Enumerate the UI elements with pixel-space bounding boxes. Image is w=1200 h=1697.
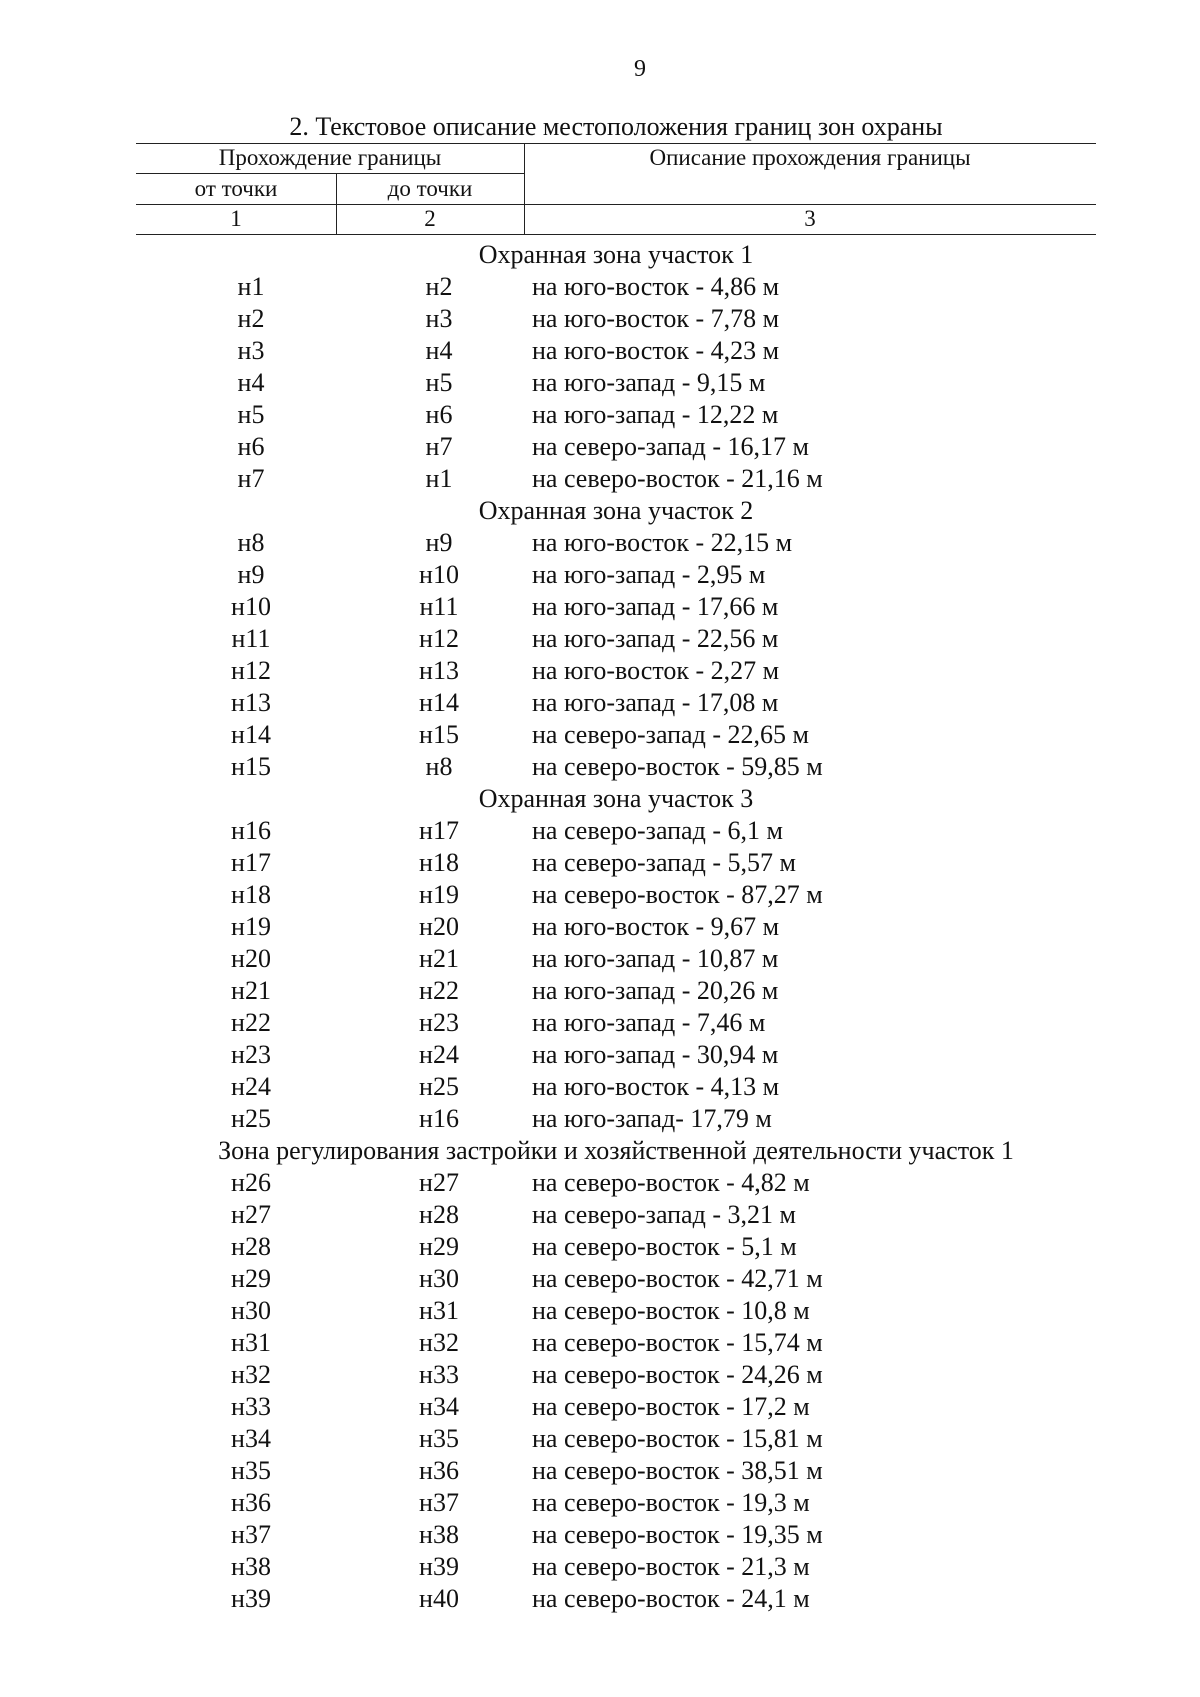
to-point: н36 [419,1456,459,1485]
from-point: н12 [231,656,271,685]
table-row [136,1423,1096,1455]
from-point: н4 [237,368,265,397]
boundary-description: на северо-восток - 38,51 м [532,1456,823,1485]
from-point: н21 [231,976,271,1005]
from-point: н25 [231,1104,271,1133]
numbers-rule [136,234,1096,235]
to-point: н7 [425,432,453,461]
boundary-description: на юго-запад - 17,66 м [532,592,779,621]
to-point: н8 [425,752,453,781]
table-row [136,1295,1096,1327]
table-body [136,239,1096,1615]
from-point: н9 [237,560,265,589]
to-point: н39 [419,1552,459,1581]
boundary-description: на северо-восток - 15,81 м [532,1424,823,1453]
from-point: н3 [237,336,265,365]
boundary-description: на юго-восток - 7,78 м [532,304,780,333]
boundary-description: на северо-восток - 19,3 м [532,1488,810,1517]
table-row [136,271,1096,303]
table-row [136,1551,1096,1583]
from-point: н26 [231,1168,271,1197]
table-row [136,847,1096,879]
to-point: н1 [425,464,453,493]
from-point: н23 [231,1040,271,1069]
to-point: н14 [419,688,459,717]
boundary-description: на юго-запад - 10,87 м [532,944,779,973]
table-row [136,1455,1096,1487]
boundary-description: на юго-запад - 20,26 м [532,976,779,1005]
to-point: н18 [419,848,459,877]
to-point: н30 [419,1264,459,1293]
from-point: н31 [231,1328,271,1357]
table-row [136,687,1096,719]
table-row [136,1231,1096,1263]
to-point: н34 [419,1392,459,1421]
from-point: н22 [231,1008,271,1037]
table-row [136,431,1096,463]
to-point: н20 [419,912,459,941]
table-row [136,815,1096,847]
to-point: н9 [425,528,453,557]
from-point: н29 [231,1264,271,1293]
table-row [136,463,1096,495]
boundary-description: на северо-восток - 4,82 м [532,1168,810,1197]
header-desc-label: Описание прохождения границы [649,145,971,170]
table-row [136,1391,1096,1423]
to-point: н15 [419,720,459,749]
to-point: н31 [419,1296,459,1325]
to-point: н16 [419,1104,459,1133]
to-point: н21 [419,944,459,973]
boundary-description: на юго-запад - 30,94 м [532,1040,779,1069]
header-to-label: до точки [387,176,473,201]
boundary-description: на юго-запад - 9,15 м [532,368,766,397]
boundary-description: на северо-восток - 5,1 м [532,1232,797,1261]
table-row [136,303,1096,335]
boundary-description: на юго-восток - 22,15 м [532,528,793,557]
from-point: н32 [231,1360,271,1389]
table-row [136,1103,1096,1135]
table-row [136,1263,1096,1295]
to-point: н28 [419,1200,459,1229]
table-row [136,367,1096,399]
table-row [136,1359,1096,1391]
boundary-description: на северо-восток - 87,27 м [532,880,823,909]
to-point: н25 [419,1072,459,1101]
section-title: Зона регулирования застройки и хозяйственной деятельности участок 1 [218,1136,1014,1165]
boundary-description: на северо-восток - 19,35 м [532,1520,823,1549]
document-title: 2. Текстовое описание местоположения границ зон охраны [289,112,943,141]
to-point: н17 [419,816,459,845]
section-title: Охранная зона участок 2 [478,496,754,525]
boundary-description: на северо-запад - 5,57 м [532,848,796,877]
boundary-description: на юго-восток - 4,13 м [532,1072,780,1101]
table-row [136,655,1096,687]
table-row [136,335,1096,367]
page-number: 9 [634,56,646,82]
boundary-description: на северо-восток - 24,26 м [532,1360,823,1389]
from-point: н27 [231,1200,271,1229]
from-point: н35 [231,1456,271,1485]
to-point: н11 [419,592,459,621]
boundary-description: на юго-восток - 2,27 м [532,656,780,685]
from-point: н38 [231,1552,271,1581]
boundary-description: на северо-восток - 24,1 м [532,1584,810,1613]
header-group-label: Прохождение границы [218,145,442,170]
section-title: Охранная зона участок 1 [478,240,754,269]
table-row [136,1199,1096,1231]
from-point: н5 [237,400,265,429]
table-row [136,1519,1096,1551]
table-row [136,1327,1096,1359]
boundary-description: на юго-запад - 2,95 м [532,560,766,589]
to-point: н32 [419,1328,459,1357]
header-col3-number: 3 [804,206,816,231]
boundary-description: на северо-запад - 22,65 м [532,720,809,749]
section-title: Охранная зона участок 3 [478,784,754,813]
from-point: н18 [231,880,271,909]
to-point: н19 [419,880,459,909]
to-point: н37 [419,1488,459,1517]
boundary-description: на северо-запад - 3,21 м [532,1200,796,1229]
boundary-description: на северо-восток - 15,74 м [532,1328,823,1357]
from-point: н24 [231,1072,271,1101]
boundary-description: на юго-запад - 12,22 м [532,400,779,429]
boundary-description: на северо-запад - 16,17 м [532,432,809,461]
from-point: н19 [231,912,271,941]
to-point: н27 [419,1168,459,1197]
from-point: н6 [237,432,265,461]
table-row [136,559,1096,591]
boundary-description: на северо-восток - 42,71 м [532,1264,823,1293]
from-point: н33 [231,1392,271,1421]
table-row [136,879,1096,911]
from-point: н39 [231,1584,271,1613]
from-point: н10 [231,592,271,621]
table-row [136,1487,1096,1519]
to-point: н40 [419,1584,459,1613]
table-row [136,591,1096,623]
boundary-description: на северо-запад - 6,1 м [532,816,783,845]
from-point: н11 [231,624,271,653]
header-from-label: от точки [194,176,278,201]
boundary-description: на юго-восток - 4,86 м [532,272,780,301]
header-col2-number: 2 [424,206,436,231]
from-point: н34 [231,1424,271,1453]
table-row [136,719,1096,751]
table-row [136,399,1096,431]
from-point: н17 [231,848,271,877]
from-point: н14 [231,720,271,749]
from-point: н7 [237,464,265,493]
from-point: н1 [237,272,265,301]
table-row [136,975,1096,1007]
table-row [136,1583,1096,1615]
table-row [136,1039,1096,1071]
from-point: н36 [231,1488,271,1517]
to-point: н2 [425,272,453,301]
table-header [136,143,1096,235]
from-point: н37 [231,1520,271,1549]
table-row [136,1007,1096,1039]
from-point: н16 [231,816,271,845]
from-point: н15 [231,752,271,781]
boundary-description: на северо-восток - 59,85 м [532,752,823,781]
from-point: н2 [237,304,265,333]
to-point: н4 [425,336,453,365]
boundary-description: на юго-запад - 17,08 м [532,688,779,717]
from-point: н8 [237,528,265,557]
boundary-description: на юго-запад - 7,46 м [532,1008,766,1037]
boundary-description: на северо-восток - 21,16 м [532,464,823,493]
to-point: н33 [419,1360,459,1389]
from-point: н20 [231,944,271,973]
table-row [136,1071,1096,1103]
to-point: н23 [419,1008,459,1037]
boundary-description: на юго-восток - 9,67 м [532,912,780,941]
boundary-description: на юго-восток - 4,23 м [532,336,780,365]
to-point: н3 [425,304,453,333]
to-point: н13 [419,656,459,685]
header-col1-number: 1 [230,206,242,231]
boundary-description: на северо-восток - 17,2 м [532,1392,810,1421]
to-point: н10 [419,560,459,589]
from-point: н28 [231,1232,271,1261]
table-row [136,1167,1096,1199]
to-point: н24 [419,1040,459,1069]
to-point: н35 [419,1424,459,1453]
table-row [136,623,1096,655]
table-row [136,527,1096,559]
boundary-description: на юго-запад- 17,79 м [532,1104,772,1133]
boundary-description: на юго-запад - 22,56 м [532,624,779,653]
from-point: н30 [231,1296,271,1325]
boundary-description: на северо-восток - 21,3 м [532,1552,810,1581]
boundary-description: на северо-восток - 10,8 м [532,1296,810,1325]
to-point: н22 [419,976,459,1005]
to-point: н12 [419,624,459,653]
to-point: н6 [425,400,453,429]
to-point: н29 [419,1232,459,1261]
table-row [136,751,1096,783]
group-label-rule [136,173,524,174]
table-row [136,911,1096,943]
from-point: н13 [231,688,271,717]
to-point: н5 [425,368,453,397]
to-point: н38 [419,1520,459,1549]
table-row [136,943,1096,975]
